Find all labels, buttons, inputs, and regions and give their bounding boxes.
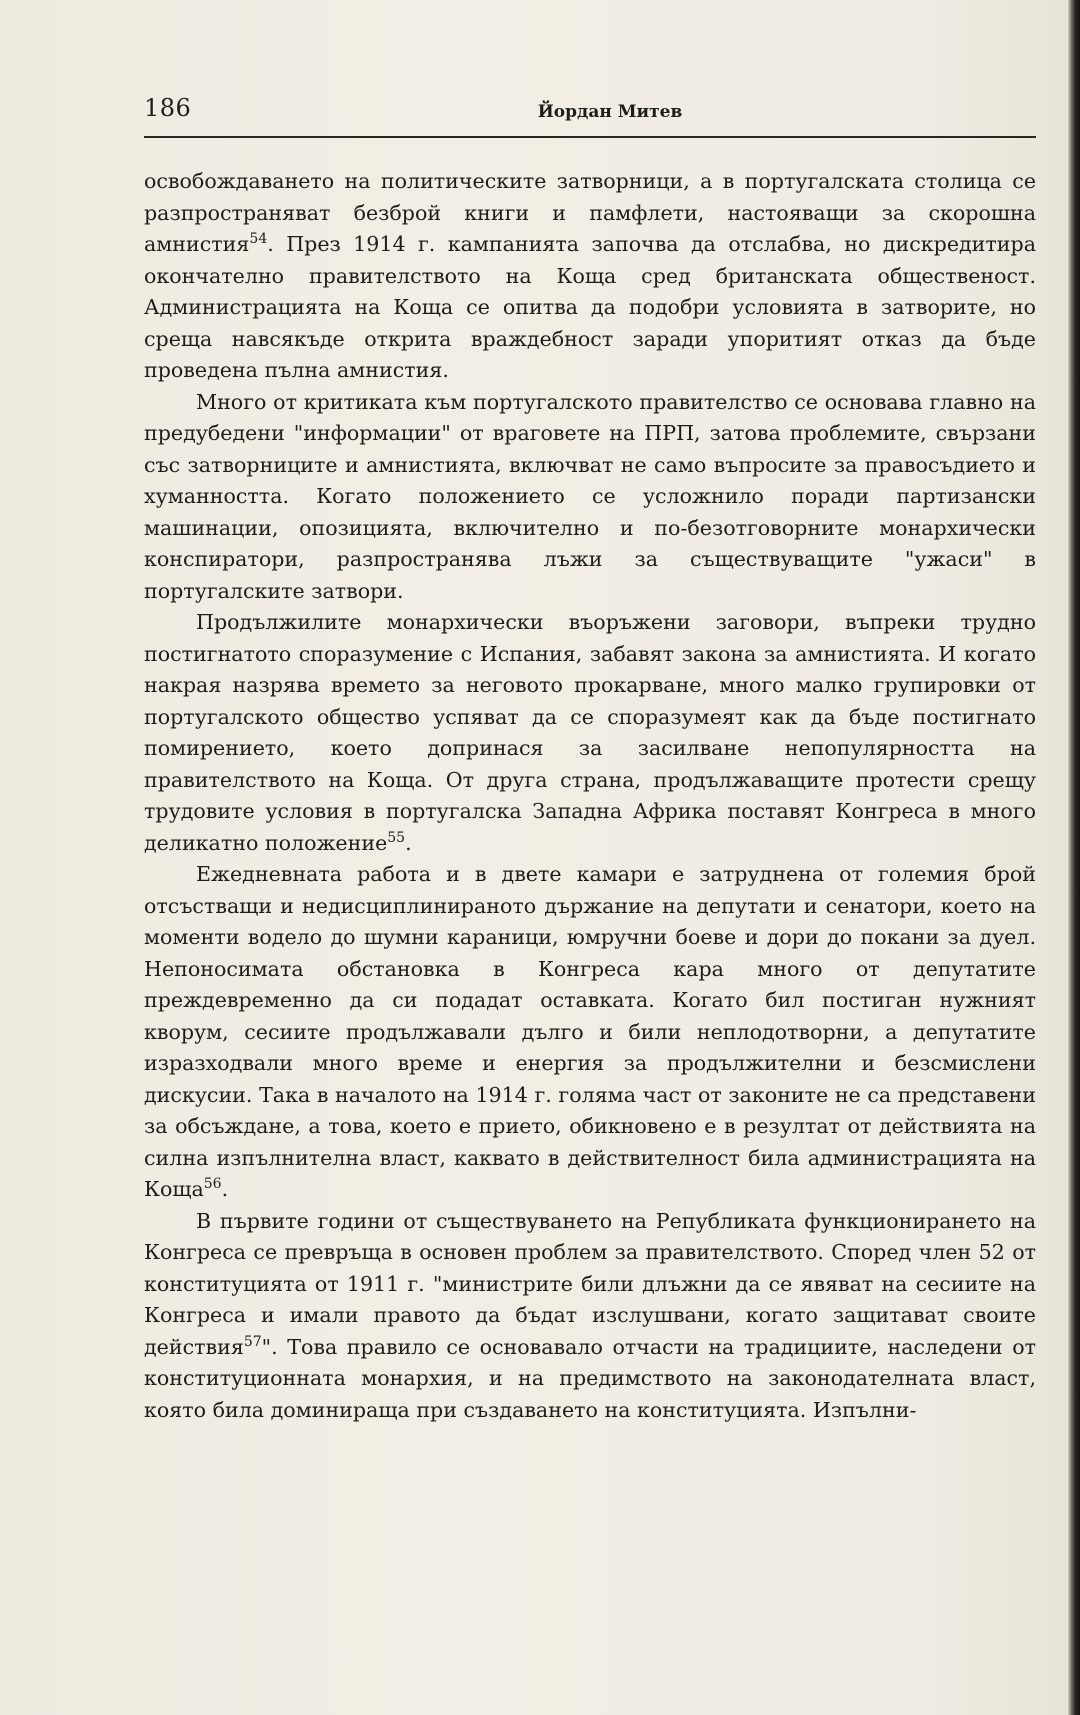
page-number: 186 — [144, 94, 192, 122]
page-edge-shadow — [1068, 0, 1080, 1715]
paragraph: Ежедневната работа и в двете камари е затруднена от големия брой отсъстващи и недисциплинираното държание на депутати и сенатори, което на моменти водело до шумни караници, юмручни боеве и дори до покани за дуел. Непоносимата обстановка в Конгреса кара много от депутатите преждевременно да си подадат оставката. Когато бил постиган нужният кворум, сесиите продължавали дълго и били неплодотворни, а депутатите изразходвали много време и енергия за продължителни и безсмислени дискусии. Така в началото на 1914 г. голяма част от законите не са представени за обсъждане, а това, което е прието, обикновено е в резултат от действията на силна изпълнителна власт, каквато в действителност била администрацията на Коща$^{56}$. — [144, 862, 1036, 1201]
paragraph: В първите години от съществуването на Републиката функционирането на Конгреса се превръща в основен проблем за правителството. Според член 52 от конституцията от 1911 г. "министрите били длъжни да се явяват на сесиите на Конгреса и имали правото да бъдат изслушвани, когато защитават своите действия$^{57}$". Това правило се основавало отчасти на традициите, наследени от конституционната монархия, и на предимството на законодателната власт, която била доминираща при създаването на конституцията. Изпълни- — [144, 1208, 1036, 1422]
running-head: Йордан Митев — [537, 102, 683, 122]
footnote-ref: 57 — [243, 1333, 262, 1350]
paragraph: Много от критиката към португалското правителство се основава главно на предубедени "информации" от враговете на ПРП, затова проблемите, свързани със затворниците и амнистията, включват не само въпросите за правосъдието и хуманността. Когато положението се усложнило поради партизански машинации, опозицията, включително и по-безотговорните монархически конспиратори, разпространява лъжи за съществуващите "ужаси" в португалските затвори. — [144, 389, 1036, 603]
footnote-ref: 54 — [249, 231, 268, 248]
paragraph: Продължилите монархически въоръжени заговори, въпреки трудно постигнатото споразумение с Испания, забавят закона за амнистията. И когато накрая назрява времето за неговото прокарване, много малко групировки от португалското общество успяват да се споразумеят как да бъде постигнато помирението, което допринася за засилване непопулярността на правителството на Коща. От друга страна, продължаващите протести срещу трудовите условия в португалска Западна Африка поставят Конгреса в много деликатно положение$^{55}$. — [144, 610, 1036, 855]
page-header — [144, 88, 1036, 128]
header-rule — [144, 136, 1036, 138]
body-text — [144, 166, 1036, 1426]
footnote-ref: 56 — [203, 1176, 222, 1193]
paragraph: освобождаването на политическите затворници, а в португалската столица се разпространяват безброй книги и памфлети, настояващи за скорошна амнистия$^{54}$. През 1914 г. кампанията започва да отслабва, но дискредитира окончателно правителството на Коща сред британската общественост. Администрацията на Коща се опитва да подобри условията в затворите, но среща навсякъде открита враждебност заради упоритият отказ да бъде проведена пълна амнистия. — [144, 169, 1036, 382]
footnote-ref: 55 — [387, 829, 406, 846]
